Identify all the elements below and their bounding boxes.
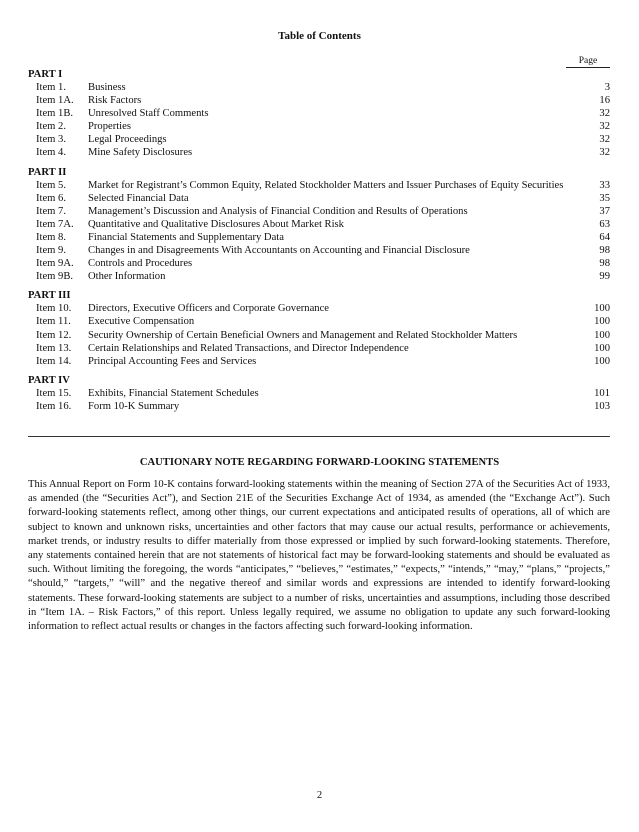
toc-item-title[interactable]: Unresolved Staff Comments [88,108,209,120]
toc-item-title[interactable]: Quantitative and Qualitative Disclosures About Market Risk [88,218,344,230]
toc-item-title[interactable]: Legal Proceedings [88,134,167,146]
toc-item-title[interactable]: Changes in and Disagreements With Accountants on Accounting and Financial Disclosure [88,245,470,257]
toc-item-number: Item 1. [36,82,67,93]
toc-item-page: 32 [599,121,610,133]
toc-part-heading: PART III [28,290,71,302]
toc-item-page: 100 [594,329,610,341]
toc-item-number: Item 5. [36,179,67,191]
toc-item-page: 32 [599,134,610,146]
toc-item-number: Item 9B. [36,271,74,283]
toc-part-heading: PART IV [28,374,70,386]
toc-item-page: 63 [599,218,610,230]
page-column-header: Page [566,56,610,68]
toc-entry[interactable] [28,94,610,107]
toc-entry[interactable] [28,218,610,231]
toc-item-title[interactable]: Management’s Discussion and Analysis of Financial Condition and Results of Operations [88,205,468,217]
toc-part-heading: PART II [28,166,67,178]
toc-item-page: 35 [599,192,610,204]
toc-entry[interactable] [28,315,610,328]
toc-item-number: Item 13. [36,342,72,354]
toc-item-page: 100 [594,355,610,367]
toc-item-page: 98 [599,245,610,257]
toc-item-page: 99 [599,271,610,283]
toc-item-title[interactable]: Risk Factors [88,95,142,107]
toc-item-page: 32 [599,147,610,159]
toc-item-number: Item 10. [36,303,72,315]
toc-item-title[interactable]: Controls and Procedures [88,258,193,270]
toc-item-number: Item 9A. [36,258,74,270]
toc-item-title[interactable]: Principal Accounting Fees and Services [88,355,257,367]
toc-item-title[interactable]: Business [88,82,126,93]
toc-item-page: 98 [599,258,610,270]
toc-item-number: Item 11. [36,316,71,328]
toc-item-title[interactable]: Other Information [88,271,166,283]
toc-item-title[interactable]: Financial Statements and Supplementary Data [88,231,284,243]
toc-entry[interactable] [28,81,610,94]
toc-entry[interactable] [28,302,610,315]
toc-entry[interactable] [28,120,610,133]
toc-entry[interactable] [28,400,610,413]
toc-item-number: Item 4. [36,147,67,159]
toc-item-number: Item 12. [36,329,72,341]
toc-item-number: Item 14. [36,355,72,367]
toc-title: Table of Contents [278,30,361,42]
toc-item-page: 32 [599,108,610,120]
toc-item-number: Item 7. [36,205,67,217]
toc-item-page: 3 [604,82,610,93]
toc-item-page: 100 [594,342,610,354]
toc-item-number: Item 8. [36,231,67,243]
toc-entry[interactable] [28,192,610,205]
page-number: 2 [316,790,323,801]
toc-item-page: 16 [599,95,610,107]
toc-item-page: 103 [594,400,610,412]
toc-item-page: 100 [594,303,610,315]
toc-item-number: Item 1B. [36,108,74,120]
toc-entry[interactable] [28,387,610,400]
toc-item-title[interactable]: Certain Relationships and Related Transactions, and Director Independence [88,342,409,354]
toc-item-number: Item 2. [36,121,67,133]
toc-item-number: Item 1A. [36,95,74,107]
toc-item-title[interactable]: Mine Safety Disclosures [88,147,193,159]
toc-entry[interactable] [28,107,610,120]
toc-item-number: Item 15. [36,387,72,399]
toc-entry[interactable] [28,205,610,218]
toc-item-title[interactable]: Security Ownership of Certain Beneficial Owners and Management and Related Stockholder Matters [88,329,518,341]
toc-entry[interactable] [28,270,610,283]
toc-item-page: 33 [599,179,610,191]
toc-entry[interactable] [28,355,610,368]
toc-item-number: Item 6. [36,192,67,204]
toc-item-page: 100 [594,316,610,328]
toc-item-title[interactable]: Exhibits, Financial Statement Schedules [88,387,259,399]
toc-item-title[interactable]: Directors, Executive Officers and Corporate Governance [88,303,330,315]
toc-entry[interactable] [28,179,610,192]
toc-entry[interactable] [28,133,610,146]
toc-item-number: Item 9. [36,245,67,257]
toc-entry[interactable] [28,257,610,270]
toc-item-page: 64 [599,231,610,243]
toc-entry[interactable] [28,231,610,244]
toc-item-title[interactable]: Market for Registrant’s Common Equity, Related Stockholder Matters and Issuer Purchases of Equity Securities [88,179,564,191]
toc-item-title[interactable]: Selected Financial Data [88,192,189,204]
table-of-contents [28,68,610,413]
toc-entry[interactable] [28,244,610,257]
toc-item-title[interactable]: Properties [88,121,131,133]
cautionary-paragraph: This Annual Report on Form 10-K contains forward-looking statements within the meaning of Section 27A of the Securities Act of 1933, as amended (the “Securities Act”), and Section 21E of the Securities Exchange Act of 1934, as amended (the “Exchange Act”). Such forward-looking statements reflect, among other things, our current expectations and anticipated results of operations, all of which are subject to known and unknown risks, uncertainties and other factors that may cause our actual results, performance or achievements, market trends, or industry results to differ materially from those expressed or implied by such forward-looking statements. Therefore, any statements contained herein that are not statements of historical fact may be forward-looking statements and should be evaluated as such. Without limiting the foregoing, the words “anticipates,” “believes,” “estimates,” “expects,” “intends,” “may,” “plans,” “projects,” “should,” “targets,” “will” and the negative thereof and similar words and expressions are intended to identify forward-looking statements. These forward-looking statements are subject to a number of risks, uncertainties and assumptions, including those described in “Item 1A. – Risk Factors,” of this report. Unless legally required, we assume no obligation to update any such forward-looking information to reflect actual results or changes in the factors affecting such forward-looking information. [28,479,610,633]
toc-item-number: Item 7A. [36,218,74,230]
toc-part-heading: PART I [28,69,63,80]
cautionary-heading: CAUTIONARY NOTE REGARDING FORWARD-LOOKING STATEMENTS [139,457,500,468]
toc-item-page: 37 [599,205,610,217]
toc-entry[interactable] [28,329,610,342]
toc-item-title[interactable]: Executive Compensation [88,316,195,328]
toc-entry[interactable] [28,342,610,355]
section-divider [28,436,610,437]
toc-entry[interactable] [28,146,610,159]
toc-item-title[interactable]: Form 10-K Summary [88,400,180,412]
toc-item-number: Item 16. [36,400,72,412]
toc-item-page: 101 [594,387,610,399]
toc-item-number: Item 3. [36,134,67,146]
